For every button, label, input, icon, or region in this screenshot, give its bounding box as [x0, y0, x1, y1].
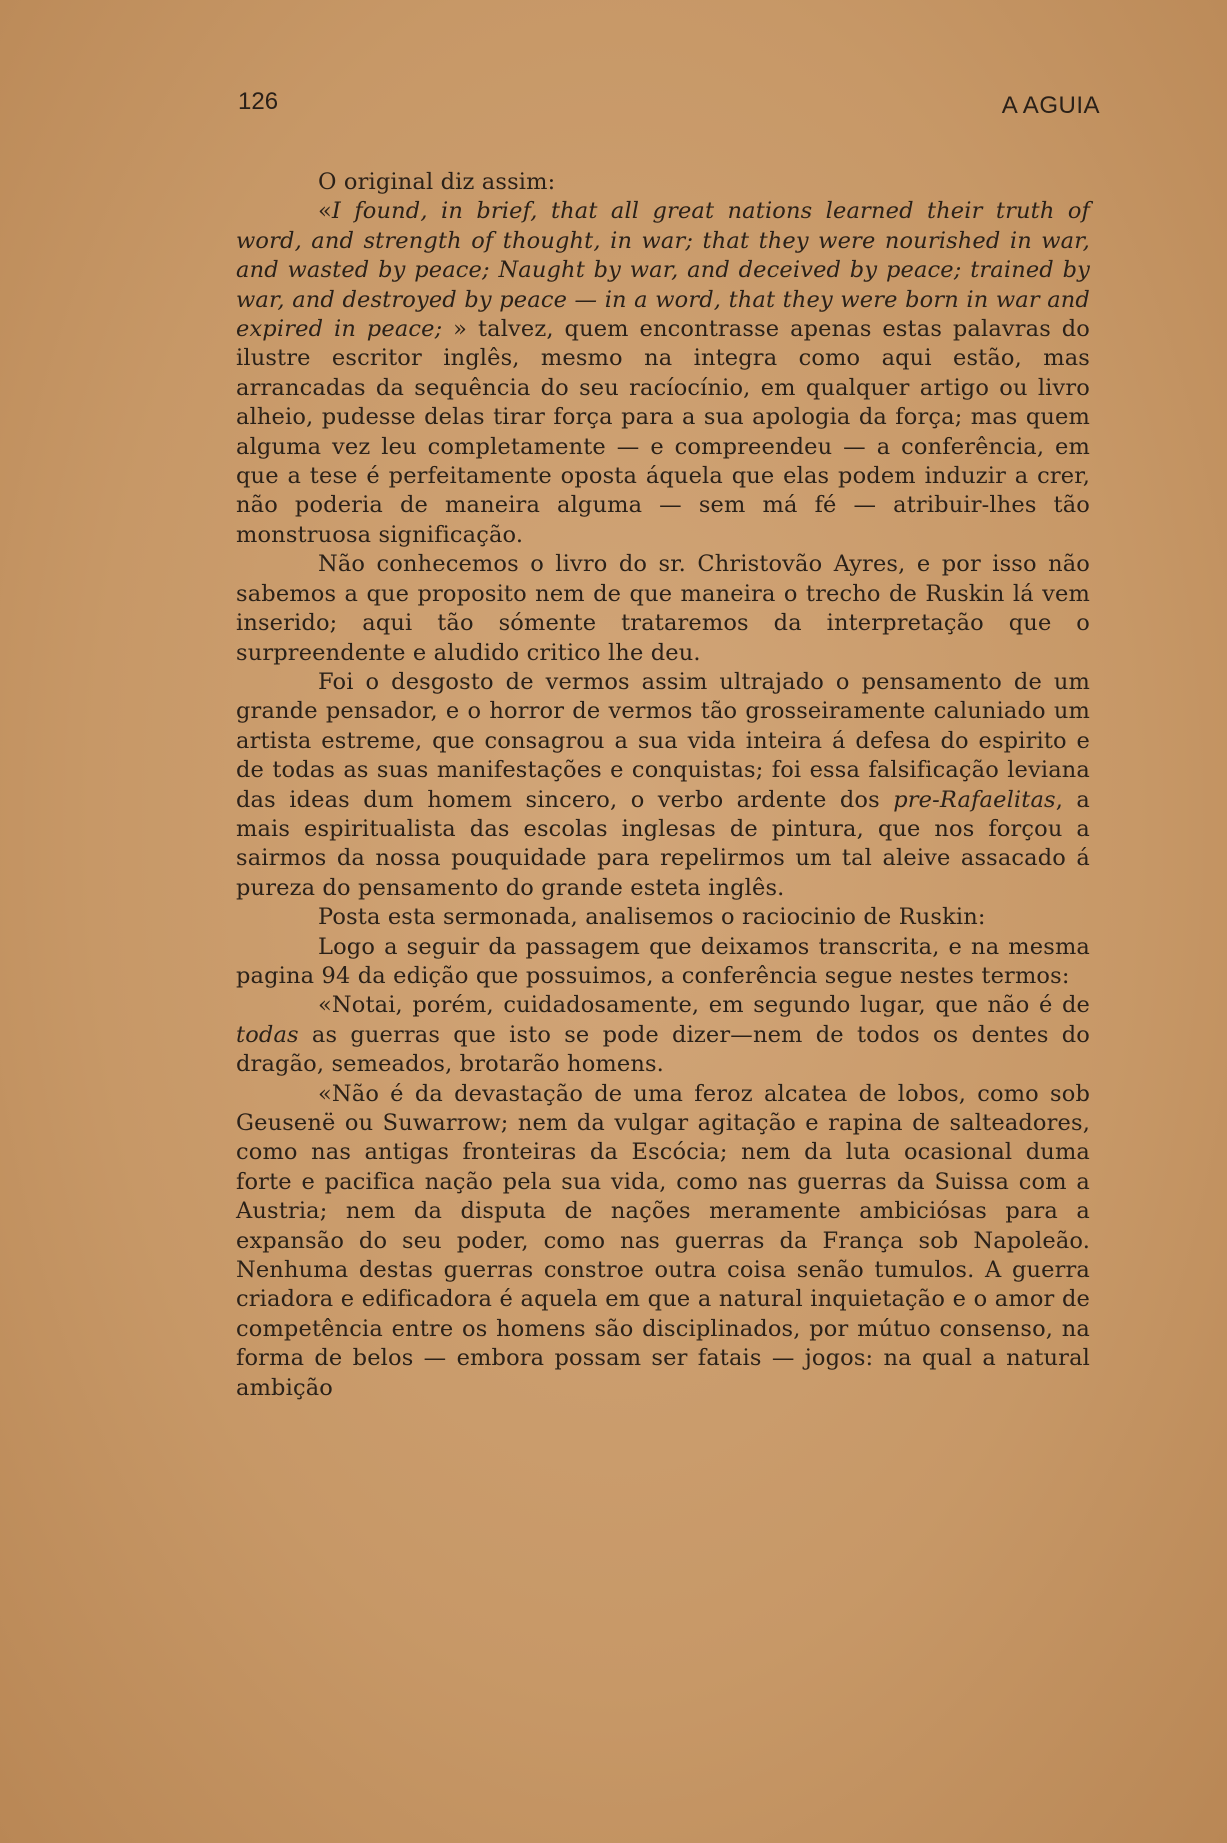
page-number: 126 [238, 88, 279, 115]
italic-term: todas [236, 1021, 299, 1048]
paragraph-intro [236, 168, 1090, 197]
paragraph [236, 1080, 1090, 1403]
body-text [236, 168, 1090, 1403]
paragraph-text: as guerras que isto se pode dizer—nem de todos os dentes do dragão, semeados, brotarão homens. [236, 1021, 1090, 1078]
paragraph-text: Posta esta sermonada, analisemos o raciocinio de Ruskin: [318, 904, 986, 931]
paragraph-text: «Não é da devastação de uma feroz alcatea de lobos, como sob Geusenë ou Suwarrow; nem da vulgar agitação e rapina de salteadores, como nas antigas fronteiras da Escócia; nem da luta ocasional duma forte e pacifica nação pela sua vida, como nas guerras da Suissa com a Austria; nem da disputa de nações meramente ambiciósas para a expansão do seu poder, como nas guerras da França sob Napoleão. Nenhuma destas guerras constroe outra coisa senão tumulos. A guerra criadora e edificadora é aquela em que a natural inquietação e o amor de competência entre os homens são disciplinados, por mútuo consenso, na forma de belos — embora possam ser fatais — jogos: na qual a natural ambição [236, 1080, 1090, 1401]
paragraph [236, 668, 1090, 903]
paragraph-quote [236, 197, 1090, 550]
intro-text: O original diz assim: [318, 169, 556, 195]
paragraph-text: Não conhecemos o livro do sr. Christovão Ayres, e por isso não sabemos a que proposito nem de que maneira o trecho de Ruskin lá vem inserido; aqui tão sómente trataremos da interpretação que o surpreendente e aludido critico lhe deu. [236, 551, 1090, 666]
paragraph-text: Logo a seguir da passagem que deixamos transcrita, e na mesma pagina 94 da edição que possuimos, a conferência segue nestes termos: [236, 933, 1090, 989]
paragraph-text: , a mais espiritualista das escolas inglesas de pintura, que nos forçou a sairmos da nossa pouquidade para repelirmos um tal aleive assacado á pureza do pensamento do grande esteta inglês. [236, 786, 1091, 901]
quote-open: « [318, 198, 332, 225]
paragraph [236, 903, 1090, 932]
italic-term: pre-Rafaelitas [893, 786, 1056, 813]
paragraph [236, 550, 1090, 668]
paragraph-text: «Notai, porém, cuidadosamente, em segundo lugar, que não é de [318, 992, 1090, 1019]
paragraph [236, 991, 1090, 1079]
quote-commentary: » talvez, quem encontrasse apenas estas palavras do ilustre escritor inglês, mesmo na integra como aqui estão, mas arrancadas da sequência do seu racíocínio, em qualquer artigo ou livro alheio, pudesse delas tirar força para a sua apologia da força; mas quem alguma vez leu completamente — e compreendeu — a conferência, em que a tese é perfeitamente oposta áquela que elas podem induzir a crer, não poderia de maneira alguma — sem má fé — atribuir-lhes tão monstruosa significação. [236, 316, 1091, 548]
paragraph [236, 933, 1090, 992]
english-quotation: I found, in brief, that all great nations learned their truth of word, and strength of thought, in war; that they were nourished in war, and wasted by peace; Naught by war, and deceived by peace; trained by war, and destroyed by peace — in a word, that they were born in war and expired in peace; [236, 198, 1090, 343]
paragraph-text: Foi o desgosto de vermos assim ultrajado o pensamento de um grande pensador, e o horror de vermos tão grosseiramente caluniado um artista estreme, que consagrou a sua vida inteira á defesa do espirito e de todas as suas manifestações e conquistas; foi essa falsificação leviana das ideas dum homem sincero, o verbo ardente dos [236, 668, 1090, 813]
running-title: A AGUIA [1001, 92, 1100, 119]
